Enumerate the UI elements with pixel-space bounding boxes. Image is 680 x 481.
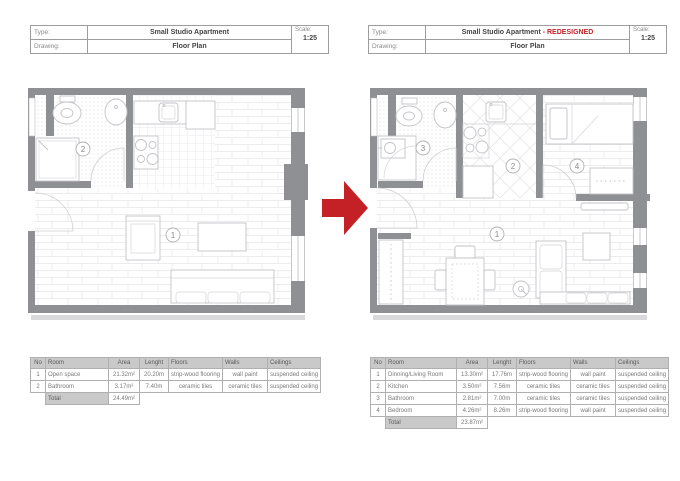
floor-lamp xyxy=(513,281,529,297)
entry-door-opening xyxy=(28,191,35,231)
title-block-original xyxy=(30,25,329,54)
scale-cell xyxy=(630,26,667,54)
svg-text:1: 1 xyxy=(170,231,176,240)
table-row: 2 Kitchen 3.50m² 7.56m ceramic tiles ceramic tiles suspended ceiling xyxy=(371,381,669,393)
spec-table-original xyxy=(30,357,321,405)
kitchen-counter xyxy=(463,166,493,198)
table-header-row: No Room Area Lenght Floors Walls Ceilings xyxy=(31,358,321,369)
table-total-row: Total 23.87m² xyxy=(371,417,669,429)
armchair xyxy=(126,216,160,260)
room-label-bedroom xyxy=(570,159,584,173)
bathroom-sink xyxy=(105,99,127,125)
table-row: 4 Bedroom 4.26m² 8.26m strip-wood flooring wall paint suspended ceiling xyxy=(371,405,669,417)
svg-text:2: 2 xyxy=(80,145,86,154)
bed xyxy=(546,104,633,144)
type-label: Type: xyxy=(31,26,88,40)
redesigned-highlight: - REDESIGNED xyxy=(540,29,594,36)
table-total-row: Total 24.49m² xyxy=(31,393,321,405)
scale-cell xyxy=(292,26,329,54)
svg-text:2: 2 xyxy=(510,162,516,171)
room-label-open-space xyxy=(166,228,180,242)
stove xyxy=(134,136,158,169)
shower xyxy=(36,138,79,181)
ground-shadow xyxy=(373,315,647,320)
drawing-value: Floor Plan xyxy=(426,40,630,54)
table-row: 3 Bathroom 2.81m² 7.00m ceramic tiles ceramic tiles suspended ceiling xyxy=(371,393,669,405)
dresser xyxy=(590,168,633,194)
shower-washer xyxy=(378,136,416,180)
sofa xyxy=(171,270,274,303)
table xyxy=(198,223,246,251)
svg-text:4: 4 xyxy=(574,162,580,171)
room-label-bathroom xyxy=(76,142,90,156)
drawing-label: Drawing: xyxy=(369,40,426,54)
title-block-redesigned xyxy=(368,25,667,54)
scale-value: 1:25 xyxy=(302,35,317,42)
scale-label: Scale: xyxy=(295,27,312,33)
entry-door-opening xyxy=(370,188,377,228)
spec-table-redesigned xyxy=(370,357,669,429)
table-row: 2 Bathroom 3.17m² 7.40m ceramic tiles ceramic tiles suspended ceiling xyxy=(31,381,321,393)
drawing-value: Floor Plan xyxy=(88,40,292,54)
room-label-living xyxy=(490,227,504,241)
table-header-row: No Room Area Lenght Floors Walls Ceilings xyxy=(371,358,669,369)
scale-label: Scale: xyxy=(633,27,650,33)
type-value: Small Studio Apartment xyxy=(88,26,292,40)
drawing-label: Drawing: xyxy=(31,40,88,54)
svg-text:1: 1 xyxy=(494,230,500,239)
ground-shadow xyxy=(31,315,305,320)
room-label-kitchen xyxy=(506,159,520,173)
svg-text:3: 3 xyxy=(420,144,426,153)
tv-bench xyxy=(581,203,628,210)
room-label-bathroom xyxy=(416,141,430,155)
floor-plan-redesigned xyxy=(370,88,652,323)
side-table xyxy=(583,233,610,260)
bathroom-sink xyxy=(434,102,456,128)
redesign-arrow-icon xyxy=(318,176,372,242)
wardrobe xyxy=(379,240,403,304)
table-row: 1 Dinning/Living Room 13.30m² 17.76m strip-wood flooring wall paint suspended ceiling xyxy=(371,369,669,381)
table-row: 1 Open space 21.32m² 20.20m strip-wood flooring wall paint suspended ceiling xyxy=(31,369,321,381)
type-label: Type: xyxy=(369,26,426,40)
scale-value: 1:25 xyxy=(640,35,655,42)
type-value: Small Studio Apartment - REDESIGNED xyxy=(426,26,630,40)
floor-plan-original xyxy=(28,88,310,323)
